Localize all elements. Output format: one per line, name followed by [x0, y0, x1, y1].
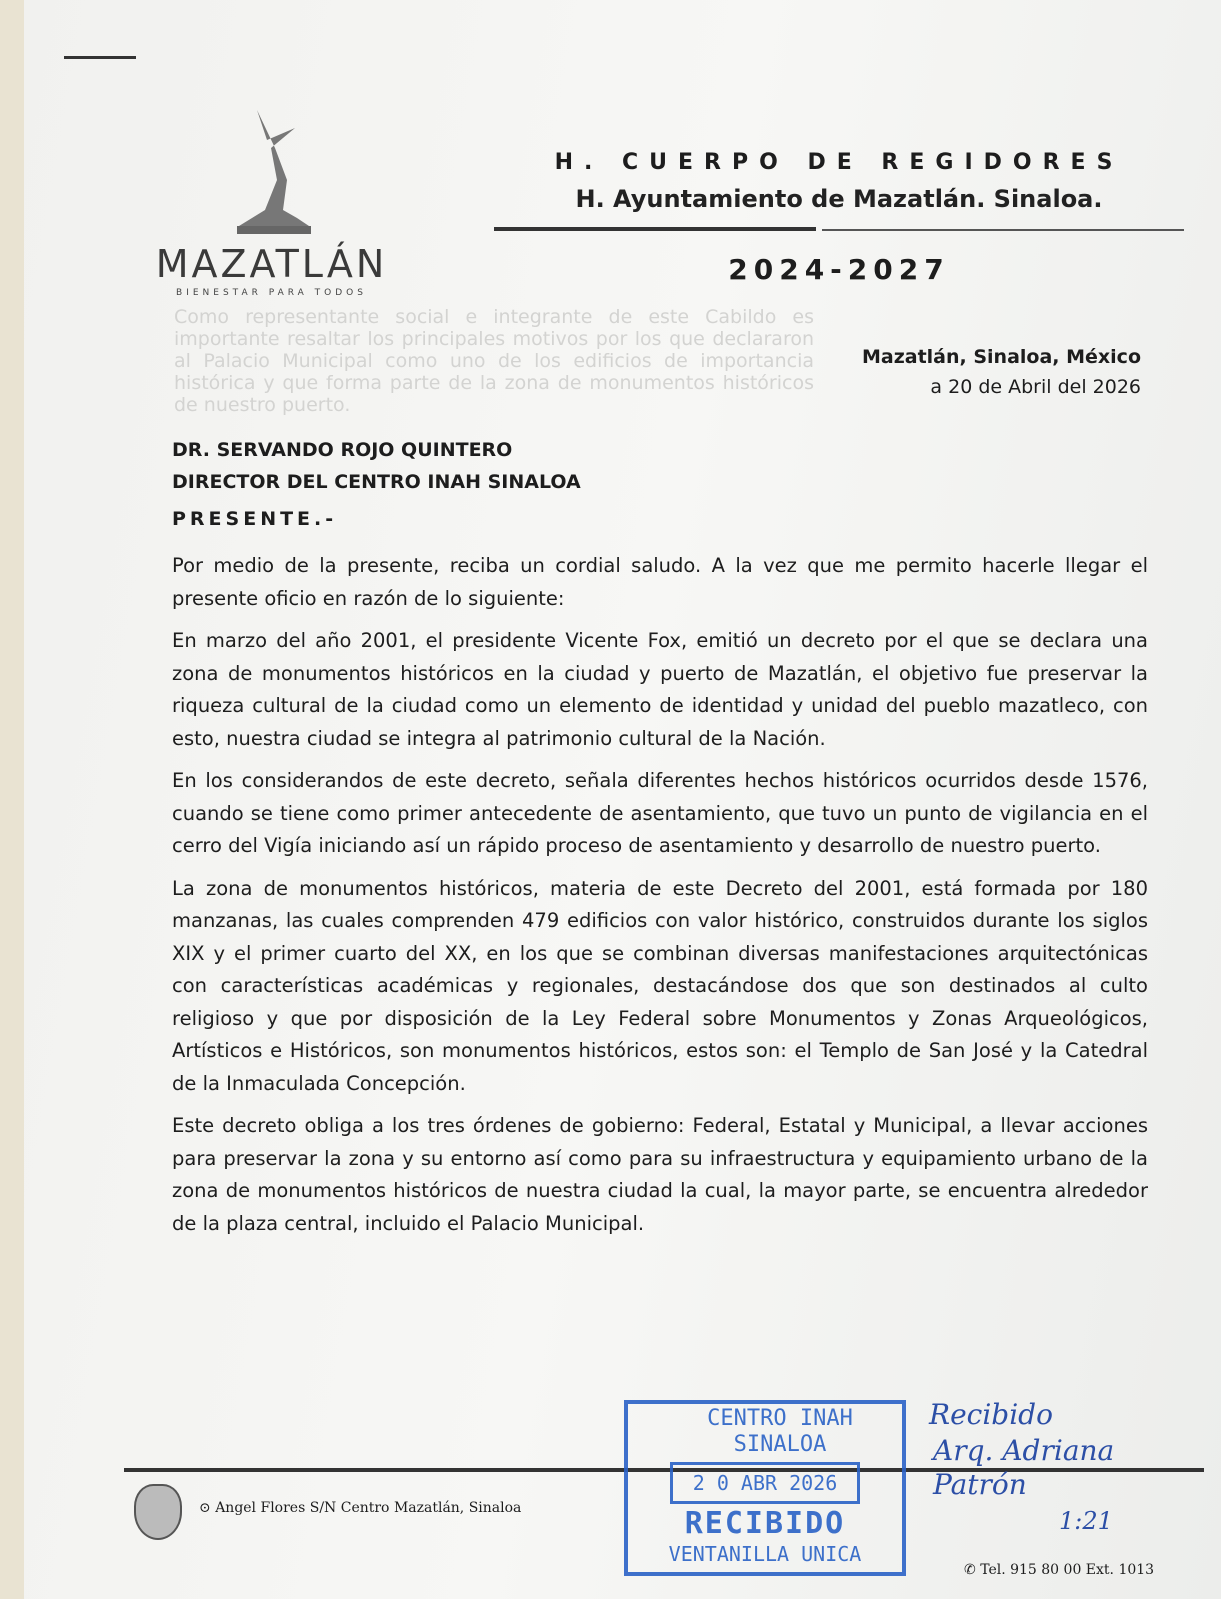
place-date: [862, 342, 1141, 402]
stamp-line2: SINALOA: [733, 1432, 827, 1457]
footer-phone: ✆ Tel. 915 80 00 Ext. 1013: [964, 1562, 1155, 1578]
handwritten-received: Recibido: [929, 1398, 1053, 1431]
paragraph: Este decreto obliga a los tres órdenes de gobierno: Federal, Estatal y Municipal, a llevar acciones para preservar la zona y su entorno así como para su infraestructura y equipamiento urbano de la zona de monumentos históricos de nuestra ciudad la cual, la mayor parte, se encuentra alrededor de la plaza central, incluido el Palacio Municipal.: [172, 1114, 1148, 1235]
location-pin-icon: ⊙: [199, 1500, 216, 1516]
date: a 20 de Abril del 2026: [930, 376, 1141, 398]
handwritten-time: 1:21: [1059, 1507, 1113, 1535]
bleed-through-text: Como representante social e integrante de este Cabildo es importante resaltar los principales motivos por los que declararon al Palacio Municipal como uno de los edificios de importancia histórica y que forma parte de la zona de monumentos históricos de nuestro puerto.: [174, 306, 814, 416]
addressee-name: DR. SERVANDO ROJO QUINTERO: [172, 439, 513, 461]
phone-icon: ✆: [964, 1562, 981, 1578]
salutation: PRESENTE.-: [172, 508, 338, 530]
addressee: [172, 434, 581, 498]
stamp-office: VENTANILLA UNICA: [668, 1542, 862, 1566]
addressee-title: DIRECTOR DEL CENTRO INAH SINALOA: [172, 471, 581, 493]
coat-of-arms-icon: [134, 1484, 182, 1540]
logo-tagline: BIENESTAR PARA TODOS: [176, 288, 367, 298]
stamp-received: RECIBIDO: [684, 1506, 846, 1541]
letterhead-rule: [494, 227, 1184, 231]
letterhead: [494, 150, 1184, 286]
letter-body: [172, 550, 1148, 1250]
received-stamp: [624, 1400, 906, 1576]
paragraph: En los considerandos de este decreto, señala diferentes hechos históricos ocurridos desde 1576, cuando se tiene como primer antecedente de asentamiento, que tuvo un punto de vigilancia en el cerro del Vigía iniciando así un rápido proceso de asentamiento y desarrollo de nuestro puerto.: [172, 769, 1148, 857]
letterhead-line2: H. Ayuntamiento de Mazatlán. Sinaloa.: [575, 185, 1103, 213]
pen-mark: [64, 56, 136, 59]
stamp-date: 2 0 ABR 2026: [670, 1462, 860, 1504]
handwritten-receipt: [919, 1398, 1209, 1548]
paragraph: En marzo del año 2001, el presidente Vicente Fox, emitió un decreto por el que se declara una zona de monumentos históricos en la ciudad y puerto de Mazatlán, el objetivo fue preservar la riqueza cultural de la ciudad como un elemento de identidad y unidad del pueblo mazatleco, con esto, nuestra ciudad se integra al patrimonio cultural de la Nación.: [172, 629, 1148, 750]
statue-icon: [217, 100, 327, 240]
logo-name: MAZATLÁN: [155, 242, 388, 286]
stamp-line1: CENTRO INAH: [707, 1406, 853, 1431]
paragraph: Por medio de la presente, reciba un cordial saludo. A la vez que me permito hacerle llegar el presente oficio en razón de lo siguiente:: [172, 554, 1148, 610]
letterhead-line1: H. CUERPO DE REGIDORES: [554, 150, 1124, 175]
document-page: [24, 0, 1221, 1599]
place: Mazatlán, Sinaloa, México: [861, 346, 1141, 368]
paragraph: La zona de monumentos históricos, materia de este Decreto del 2001, está formada por 180 manzanas, las cuales comprenden 479 edificios con valor histórico, construidos durante los siglos XIX y el primer cuarto del XX, en los que se combinan diversas manifestaciones arquitectónicas con características académicas y regionales, destacándose dos que son destinados al culto religioso y que por disposición de la Ley Federal sobre Monumentos y Zonas Arqueológicos, Artísticos e Históricos, son monumentos históricos, estos son: el Templo de San José y la Catedral de la Inmaculada Concepción.: [172, 876, 1148, 1095]
handwritten-name: Arq. Adriana Patrón: [933, 1434, 1115, 1501]
mazatlan-logo: [144, 100, 399, 298]
footer-address: ⊙ Angel Flores S/N Centro Mazatlán, Sinaloa: [199, 1500, 522, 1516]
letterhead-period: 2024-2027: [728, 253, 950, 286]
